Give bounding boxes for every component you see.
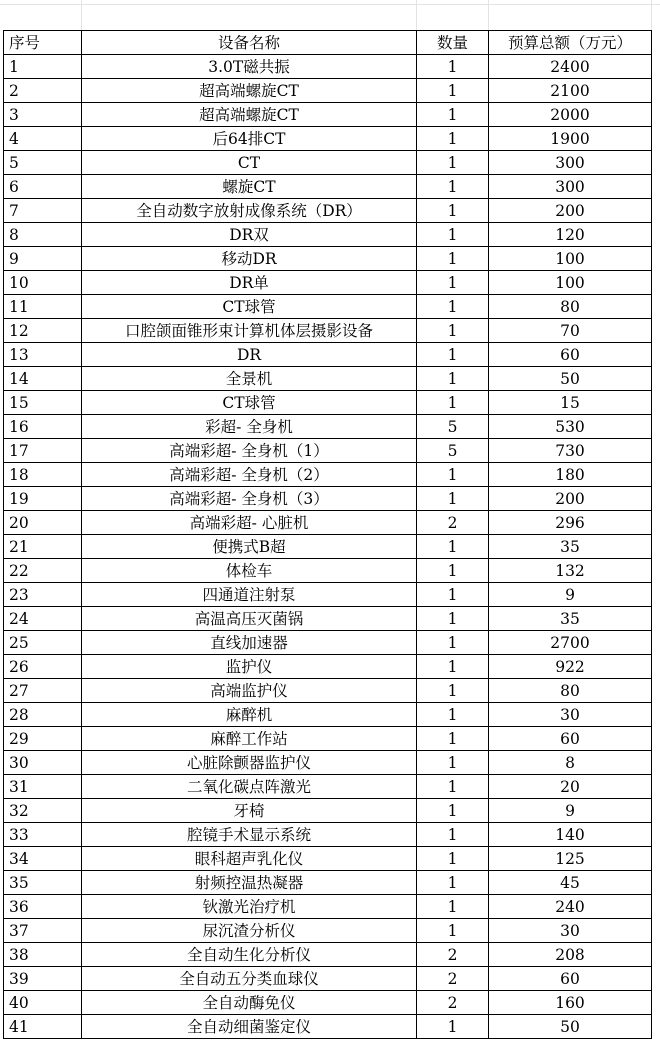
quantity-cell[interactable]: 1 <box>417 367 489 391</box>
equipment-name-cell[interactable]: 螺旋CT <box>82 175 417 199</box>
table-row <box>4 199 652 223</box>
budget-cell[interactable]: 120 <box>489 223 652 247</box>
table-row <box>4 823 652 847</box>
row-index-cell[interactable]: 22 <box>4 559 82 583</box>
table-row <box>4 679 652 703</box>
equipment-name-cell[interactable]: 全自动酶免仪 <box>82 991 417 1015</box>
gridline <box>651 0 652 30</box>
table-row <box>4 391 652 415</box>
quantity-cell[interactable]: 1 <box>417 295 489 319</box>
row-index-cell[interactable]: 8 <box>4 223 82 247</box>
quantity-cell[interactable]: 1 <box>417 847 489 871</box>
row-index-cell[interactable]: 6 <box>4 175 82 199</box>
gridline <box>81 0 82 30</box>
budget-cell[interactable]: 15 <box>489 391 652 415</box>
table-row <box>4 295 652 319</box>
equipment-name-cell[interactable]: 眼科超声乳化仪 <box>82 847 417 871</box>
equipment-name-cell[interactable]: 全自动数字放射成像系统（DR） <box>82 199 417 223</box>
quantity-cell[interactable]: 1 <box>417 895 489 919</box>
table-row <box>4 439 652 463</box>
equipment-name-cell[interactable]: 高端彩超- 全身机（3） <box>82 487 417 511</box>
equipment-name-cell[interactable]: 后64排CT <box>82 127 417 151</box>
quantity-cell[interactable]: 1 <box>417 175 489 199</box>
table-row <box>4 175 652 199</box>
equipment-name-cell[interactable]: 全自动细菌鉴定仪 <box>82 1015 417 1039</box>
table-row <box>4 127 652 151</box>
row-index-cell[interactable]: 20 <box>4 511 82 535</box>
equipment-name-cell[interactable]: 全自动生化分析仪 <box>82 943 417 967</box>
quantity-cell[interactable]: 1 <box>417 223 489 247</box>
budget-cell[interactable]: 35 <box>489 535 652 559</box>
table-row <box>4 727 652 751</box>
row-index-cell[interactable]: 12 <box>4 319 82 343</box>
row-index-cell[interactable]: 38 <box>4 943 82 967</box>
budget-cell[interactable]: 9 <box>489 583 652 607</box>
table-row <box>4 583 652 607</box>
row-index-cell[interactable]: 36 <box>4 895 82 919</box>
quantity-cell[interactable]: 1 <box>417 631 489 655</box>
gridline <box>488 0 489 30</box>
quantity-cell[interactable]: 1 <box>417 607 489 631</box>
table-row <box>4 919 652 943</box>
equipment-name-cell[interactable]: 彩超- 全身机 <box>82 415 417 439</box>
table-row <box>4 511 652 535</box>
budget-cell[interactable]: 180 <box>489 463 652 487</box>
budget-cell[interactable]: 100 <box>489 271 652 295</box>
equipment-name-cell[interactable]: DR双 <box>82 223 417 247</box>
table-row <box>4 703 652 727</box>
budget-cell[interactable]: 60 <box>489 967 652 991</box>
equipment-name-cell[interactable]: CT <box>82 151 417 175</box>
quantity-cell[interactable]: 1 <box>417 655 489 679</box>
table-row <box>4 871 652 895</box>
row-index-cell[interactable]: 39 <box>4 967 82 991</box>
row-index-cell[interactable]: 33 <box>4 823 82 847</box>
quantity-cell[interactable]: 1 <box>417 703 489 727</box>
equipment-name-cell[interactable]: 心脏除颤器监护仪 <box>82 751 417 775</box>
quantity-cell[interactable]: 1 <box>417 919 489 943</box>
quantity-cell[interactable]: 1 <box>417 727 489 751</box>
equipment-name-cell[interactable]: 麻醉工作站 <box>82 727 417 751</box>
table-row <box>4 775 652 799</box>
equipment-name-cell[interactable]: 全自动五分类血球仪 <box>82 967 417 991</box>
quantity-cell[interactable]: 2 <box>417 967 489 991</box>
row-index-cell[interactable]: 27 <box>4 679 82 703</box>
row-index-cell[interactable]: 4 <box>4 127 82 151</box>
row-index-cell[interactable]: 11 <box>4 295 82 319</box>
table-row <box>4 271 652 295</box>
equipment-name-cell[interactable]: 四通道注射泵 <box>82 583 417 607</box>
table-row <box>4 895 652 919</box>
budget-cell[interactable]: 922 <box>489 655 652 679</box>
table-row <box>4 943 652 967</box>
quantity-cell[interactable]: 5 <box>417 415 489 439</box>
equipment-name-cell[interactable]: 移动DR <box>82 247 417 271</box>
quantity-cell[interactable]: 1 <box>417 799 489 823</box>
budget-cell[interactable]: 140 <box>489 823 652 847</box>
table-row <box>4 607 652 631</box>
row-index-cell[interactable]: 23 <box>4 583 82 607</box>
equipment-name-cell[interactable]: 高端彩超- 全身机（1） <box>82 439 417 463</box>
table-row <box>4 991 652 1015</box>
equipment-name-cell[interactable]: 3.0T磁共振 <box>82 55 417 79</box>
row-index-cell[interactable]: 17 <box>4 439 82 463</box>
budget-cell[interactable]: 50 <box>489 1015 652 1039</box>
gridline <box>0 4 660 5</box>
budget-cell[interactable]: 30 <box>489 919 652 943</box>
equipment-name-cell[interactable]: 牙椅 <box>82 799 417 823</box>
quantity-cell[interactable]: 1 <box>417 103 489 127</box>
quantity-cell[interactable]: 2 <box>417 943 489 967</box>
budget-cell[interactable]: 296 <box>489 511 652 535</box>
quantity-cell[interactable]: 1 <box>417 775 489 799</box>
quantity-cell[interactable]: 1 <box>417 55 489 79</box>
quantity-cell[interactable]: 1 <box>417 271 489 295</box>
quantity-cell[interactable]: 2 <box>417 511 489 535</box>
budget-cell[interactable]: 200 <box>489 199 652 223</box>
budget-cell[interactable]: 2700 <box>489 631 652 655</box>
row-index-cell[interactable]: 13 <box>4 343 82 367</box>
budget-cell[interactable]: 80 <box>489 679 652 703</box>
table-row <box>4 223 652 247</box>
equipment-name-cell[interactable]: 超高端螺旋CT <box>82 79 417 103</box>
table-row <box>4 799 652 823</box>
budget-cell[interactable]: 100 <box>489 247 652 271</box>
equipment-name-cell[interactable]: DR <box>82 343 417 367</box>
table-row <box>4 343 652 367</box>
equipment-name-cell[interactable]: 高端彩超- 全身机（2） <box>82 463 417 487</box>
equipment-name-cell[interactable]: 二氧化碳点阵激光 <box>82 775 417 799</box>
quantity-cell[interactable]: 1 <box>417 679 489 703</box>
table-row <box>4 559 652 583</box>
row-index-cell[interactable]: 37 <box>4 919 82 943</box>
table-row <box>4 847 652 871</box>
row-index-cell[interactable]: 5 <box>4 151 82 175</box>
quantity-cell[interactable]: 1 <box>417 535 489 559</box>
budget-cell[interactable]: 2100 <box>489 79 652 103</box>
equipment-name-cell[interactable]: 全景机 <box>82 367 417 391</box>
quantity-cell[interactable]: 1 <box>417 1015 489 1039</box>
row-index-cell[interactable]: 18 <box>4 463 82 487</box>
equipment-name-cell[interactable]: 腔镜手术显示系统 <box>82 823 417 847</box>
quantity-cell[interactable]: 1 <box>417 487 489 511</box>
table-row <box>4 55 652 79</box>
equipment-name-cell[interactable]: 钬激光治疗机 <box>82 895 417 919</box>
budget-cell[interactable]: 240 <box>489 895 652 919</box>
quantity-cell[interactable]: 1 <box>417 127 489 151</box>
budget-cell[interactable]: 160 <box>489 991 652 1015</box>
table-row <box>4 655 652 679</box>
equipment-name-cell[interactable]: 高端监护仪 <box>82 679 417 703</box>
equipment-name-cell[interactable]: 口腔颌面锥形束计算机体层摄影设备 <box>82 319 417 343</box>
table-row <box>4 1015 652 1039</box>
budget-cell[interactable]: 300 <box>489 151 652 175</box>
row-index-cell[interactable]: 10 <box>4 271 82 295</box>
quantity-cell[interactable]: 1 <box>417 871 489 895</box>
quantity-cell[interactable]: 1 <box>417 247 489 271</box>
quantity-cell[interactable]: 1 <box>417 583 489 607</box>
budget-cell[interactable]: 30 <box>489 703 652 727</box>
header-quantity[interactable]: 数量 <box>417 31 489 55</box>
row-index-cell[interactable]: 40 <box>4 991 82 1015</box>
budget-cell[interactable]: 208 <box>489 943 652 967</box>
table-row <box>4 103 652 127</box>
budget-cell[interactable]: 70 <box>489 319 652 343</box>
table-row <box>4 367 652 391</box>
budget-cell[interactable]: 300 <box>489 175 652 199</box>
row-index-cell[interactable]: 41 <box>4 1015 82 1039</box>
table-row <box>4 151 652 175</box>
table-row <box>4 487 652 511</box>
budget-cell[interactable]: 20 <box>489 775 652 799</box>
row-index-cell[interactable]: 19 <box>4 487 82 511</box>
quantity-cell[interactable]: 1 <box>417 79 489 103</box>
budget-cell[interactable]: 45 <box>489 871 652 895</box>
equipment-name-cell[interactable]: 超高端螺旋CT <box>82 103 417 127</box>
equipment-name-cell[interactable]: CT球管 <box>82 391 417 415</box>
header-index[interactable]: 序号 <box>4 31 82 55</box>
table-row <box>4 415 652 439</box>
budget-cell[interactable]: 35 <box>489 607 652 631</box>
quantity-cell[interactable]: 1 <box>417 319 489 343</box>
budget-cell[interactable]: 2400 <box>489 55 652 79</box>
row-index-cell[interactable]: 25 <box>4 631 82 655</box>
equipment-name-cell[interactable]: CT球管 <box>82 295 417 319</box>
quantity-cell[interactable]: 2 <box>417 991 489 1015</box>
equipment-name-cell[interactable]: 高端彩超- 心脏机 <box>82 511 417 535</box>
quantity-cell[interactable]: 1 <box>417 751 489 775</box>
row-index-cell[interactable]: 2 <box>4 79 82 103</box>
equipment-name-cell[interactable]: 直线加速器 <box>82 631 417 655</box>
quantity-cell[interactable]: 1 <box>417 343 489 367</box>
equipment-budget-table <box>3 30 652 1039</box>
row-index-cell[interactable]: 24 <box>4 607 82 631</box>
header-row <box>4 31 652 55</box>
equipment-name-cell[interactable]: 监护仪 <box>82 655 417 679</box>
budget-cell[interactable]: 80 <box>489 295 652 319</box>
budget-cell[interactable]: 1900 <box>489 127 652 151</box>
row-index-cell[interactable]: 29 <box>4 727 82 751</box>
row-index-cell[interactable]: 9 <box>4 247 82 271</box>
equipment-name-cell[interactable]: DR单 <box>82 271 417 295</box>
header-equipment-name[interactable]: 设备名称 <box>82 31 417 55</box>
table-row <box>4 79 652 103</box>
row-index-cell[interactable]: 28 <box>4 703 82 727</box>
budget-cell[interactable]: 125 <box>489 847 652 871</box>
row-index-cell[interactable]: 30 <box>4 751 82 775</box>
budget-cell[interactable]: 60 <box>489 727 652 751</box>
equipment-name-cell[interactable]: 高温高压灭菌锅 <box>82 607 417 631</box>
budget-cell[interactable]: 530 <box>489 415 652 439</box>
quantity-cell[interactable]: 1 <box>417 559 489 583</box>
row-index-cell[interactable]: 7 <box>4 199 82 223</box>
table-row <box>4 535 652 559</box>
quantity-cell[interactable]: 1 <box>417 823 489 847</box>
table-row <box>4 751 652 775</box>
budget-cell[interactable]: 8 <box>489 751 652 775</box>
quantity-cell[interactable]: 1 <box>417 151 489 175</box>
row-index-cell[interactable]: 15 <box>4 391 82 415</box>
budget-cell[interactable]: 132 <box>489 559 652 583</box>
budget-cell[interactable]: 2000 <box>489 103 652 127</box>
quantity-cell[interactable]: 5 <box>417 439 489 463</box>
row-index-cell[interactable]: 3 <box>4 103 82 127</box>
header-budget[interactable]: 预算总额（万元） <box>489 31 652 55</box>
equipment-name-cell[interactable]: 体检车 <box>82 559 417 583</box>
row-index-cell[interactable]: 35 <box>4 871 82 895</box>
row-index-cell[interactable]: 31 <box>4 775 82 799</box>
row-index-cell[interactable]: 32 <box>4 799 82 823</box>
equipment-name-cell[interactable]: 尿沉渣分析仪 <box>82 919 417 943</box>
table-row <box>4 967 652 991</box>
row-index-cell[interactable]: 14 <box>4 367 82 391</box>
equipment-name-cell[interactable]: 便携式B超 <box>82 535 417 559</box>
row-index-cell[interactable]: 16 <box>4 415 82 439</box>
quantity-cell[interactable]: 1 <box>417 463 489 487</box>
equipment-name-cell[interactable]: 麻醉机 <box>82 703 417 727</box>
budget-cell[interactable]: 730 <box>489 439 652 463</box>
row-index-cell[interactable]: 1 <box>4 55 82 79</box>
empty-header-row <box>0 0 660 30</box>
table-row <box>4 319 652 343</box>
quantity-cell[interactable]: 1 <box>417 199 489 223</box>
quantity-cell[interactable]: 1 <box>417 391 489 415</box>
table-row <box>4 247 652 271</box>
row-index-cell[interactable]: 26 <box>4 655 82 679</box>
budget-cell[interactable]: 60 <box>489 343 652 367</box>
table-row <box>4 463 652 487</box>
gridline <box>416 0 417 30</box>
table-row <box>4 631 652 655</box>
row-index-cell[interactable]: 21 <box>4 535 82 559</box>
budget-cell[interactable]: 200 <box>489 487 652 511</box>
budget-cell[interactable]: 50 <box>489 367 652 391</box>
row-index-cell[interactable]: 34 <box>4 847 82 871</box>
equipment-name-cell[interactable]: 射频控温热凝器 <box>82 871 417 895</box>
budget-cell[interactable]: 9 <box>489 799 652 823</box>
